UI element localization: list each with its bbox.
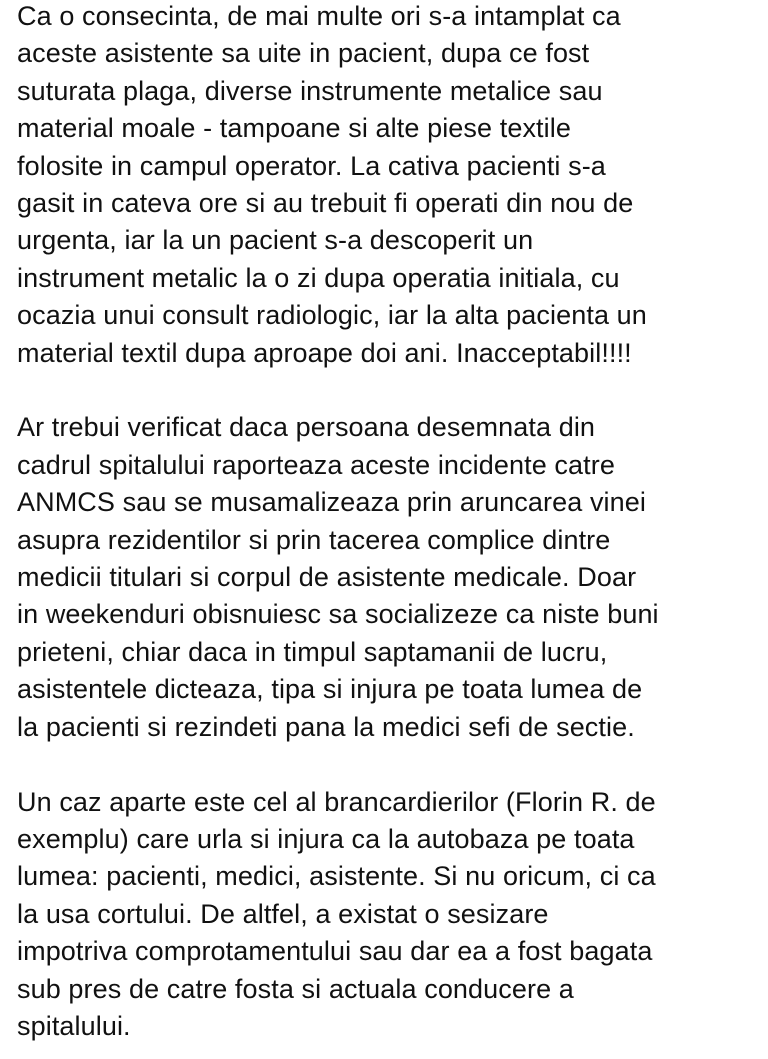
paragraph-verification xyxy=(17,409,757,746)
paragraph-spacer xyxy=(17,746,757,783)
paragraph-stretcher-bearers xyxy=(17,784,757,1046)
paragraph-spacer xyxy=(17,372,757,409)
text-line: spitalului. xyxy=(17,1010,131,1041)
text-line: Ar trebui verificat daca persoana desemnata din xyxy=(17,412,596,443)
text-line: medicii titulari si corpul de asistente medicale. Doar xyxy=(17,562,637,593)
text-line: impotriva comprotamentului sau dar ea a fost bagata xyxy=(17,936,653,967)
text-line: suturata plaga, diverse instrumente metalice sau xyxy=(17,75,603,106)
text-line: la pacienti si rezindeti pana la medici sefi de sectie. xyxy=(17,711,635,742)
text-line: material textil dupa aproape doi ani. Inacceptabil!!!! xyxy=(17,337,632,368)
text-line: ocazia unui consult radiologic, iar la alta pacienta un xyxy=(17,300,647,331)
paragraph-consequences xyxy=(17,0,757,372)
text-line: ANMCS sau se musamalizeaza prin aruncarea vinei xyxy=(17,487,646,518)
text-line: sub pres de catre fosta si actuala conducere a xyxy=(17,973,574,1004)
text-line: urgenta, iar la un pacient s-a descoperit un xyxy=(17,225,534,256)
text-line: exemplu) care urla si injura ca la autobaza pe toata xyxy=(17,823,635,854)
text-line: asistentele dicteaza, tipa si injura pe toata lumea de xyxy=(17,674,643,705)
text-line: folosite in campul operator. La cativa pacienti s-a xyxy=(17,150,606,181)
text-line: aceste asistente sa uite in pacient, dupa ce fost xyxy=(17,38,590,69)
text-line: gasit in cateva ore si au trebuit fi operati din nou de xyxy=(17,188,634,219)
text-line: prieteni, chiar daca in timpul saptamanii de lucru, xyxy=(17,636,608,667)
post-body xyxy=(17,0,757,1045)
text-line: Ca o consecinta, de mai multe ori s-a intamplat ca xyxy=(17,1,621,31)
text-line: lumea: pacienti, medici, asistente. Si nu oricum, ci ca xyxy=(17,861,656,892)
text-line: instrument metalic la o zi dupa operatia initiala, cu xyxy=(17,262,620,293)
text-line: la usa cortului. De altfel, a existat o sesizare xyxy=(17,898,549,929)
text-line: Un caz aparte este cel al brancardierilor (Florin R. de xyxy=(17,786,656,817)
text-line: material moale - tampoane si alte piese textile xyxy=(17,113,571,144)
text-line: cadrul spitalului raporteaza aceste incidente catre xyxy=(17,449,615,480)
text-line: asupra rezidentilor si prin tacerea complice dintre xyxy=(17,524,611,555)
text-line: in weekenduri obisnuiesc sa socializeze ca niste buni xyxy=(17,599,659,630)
